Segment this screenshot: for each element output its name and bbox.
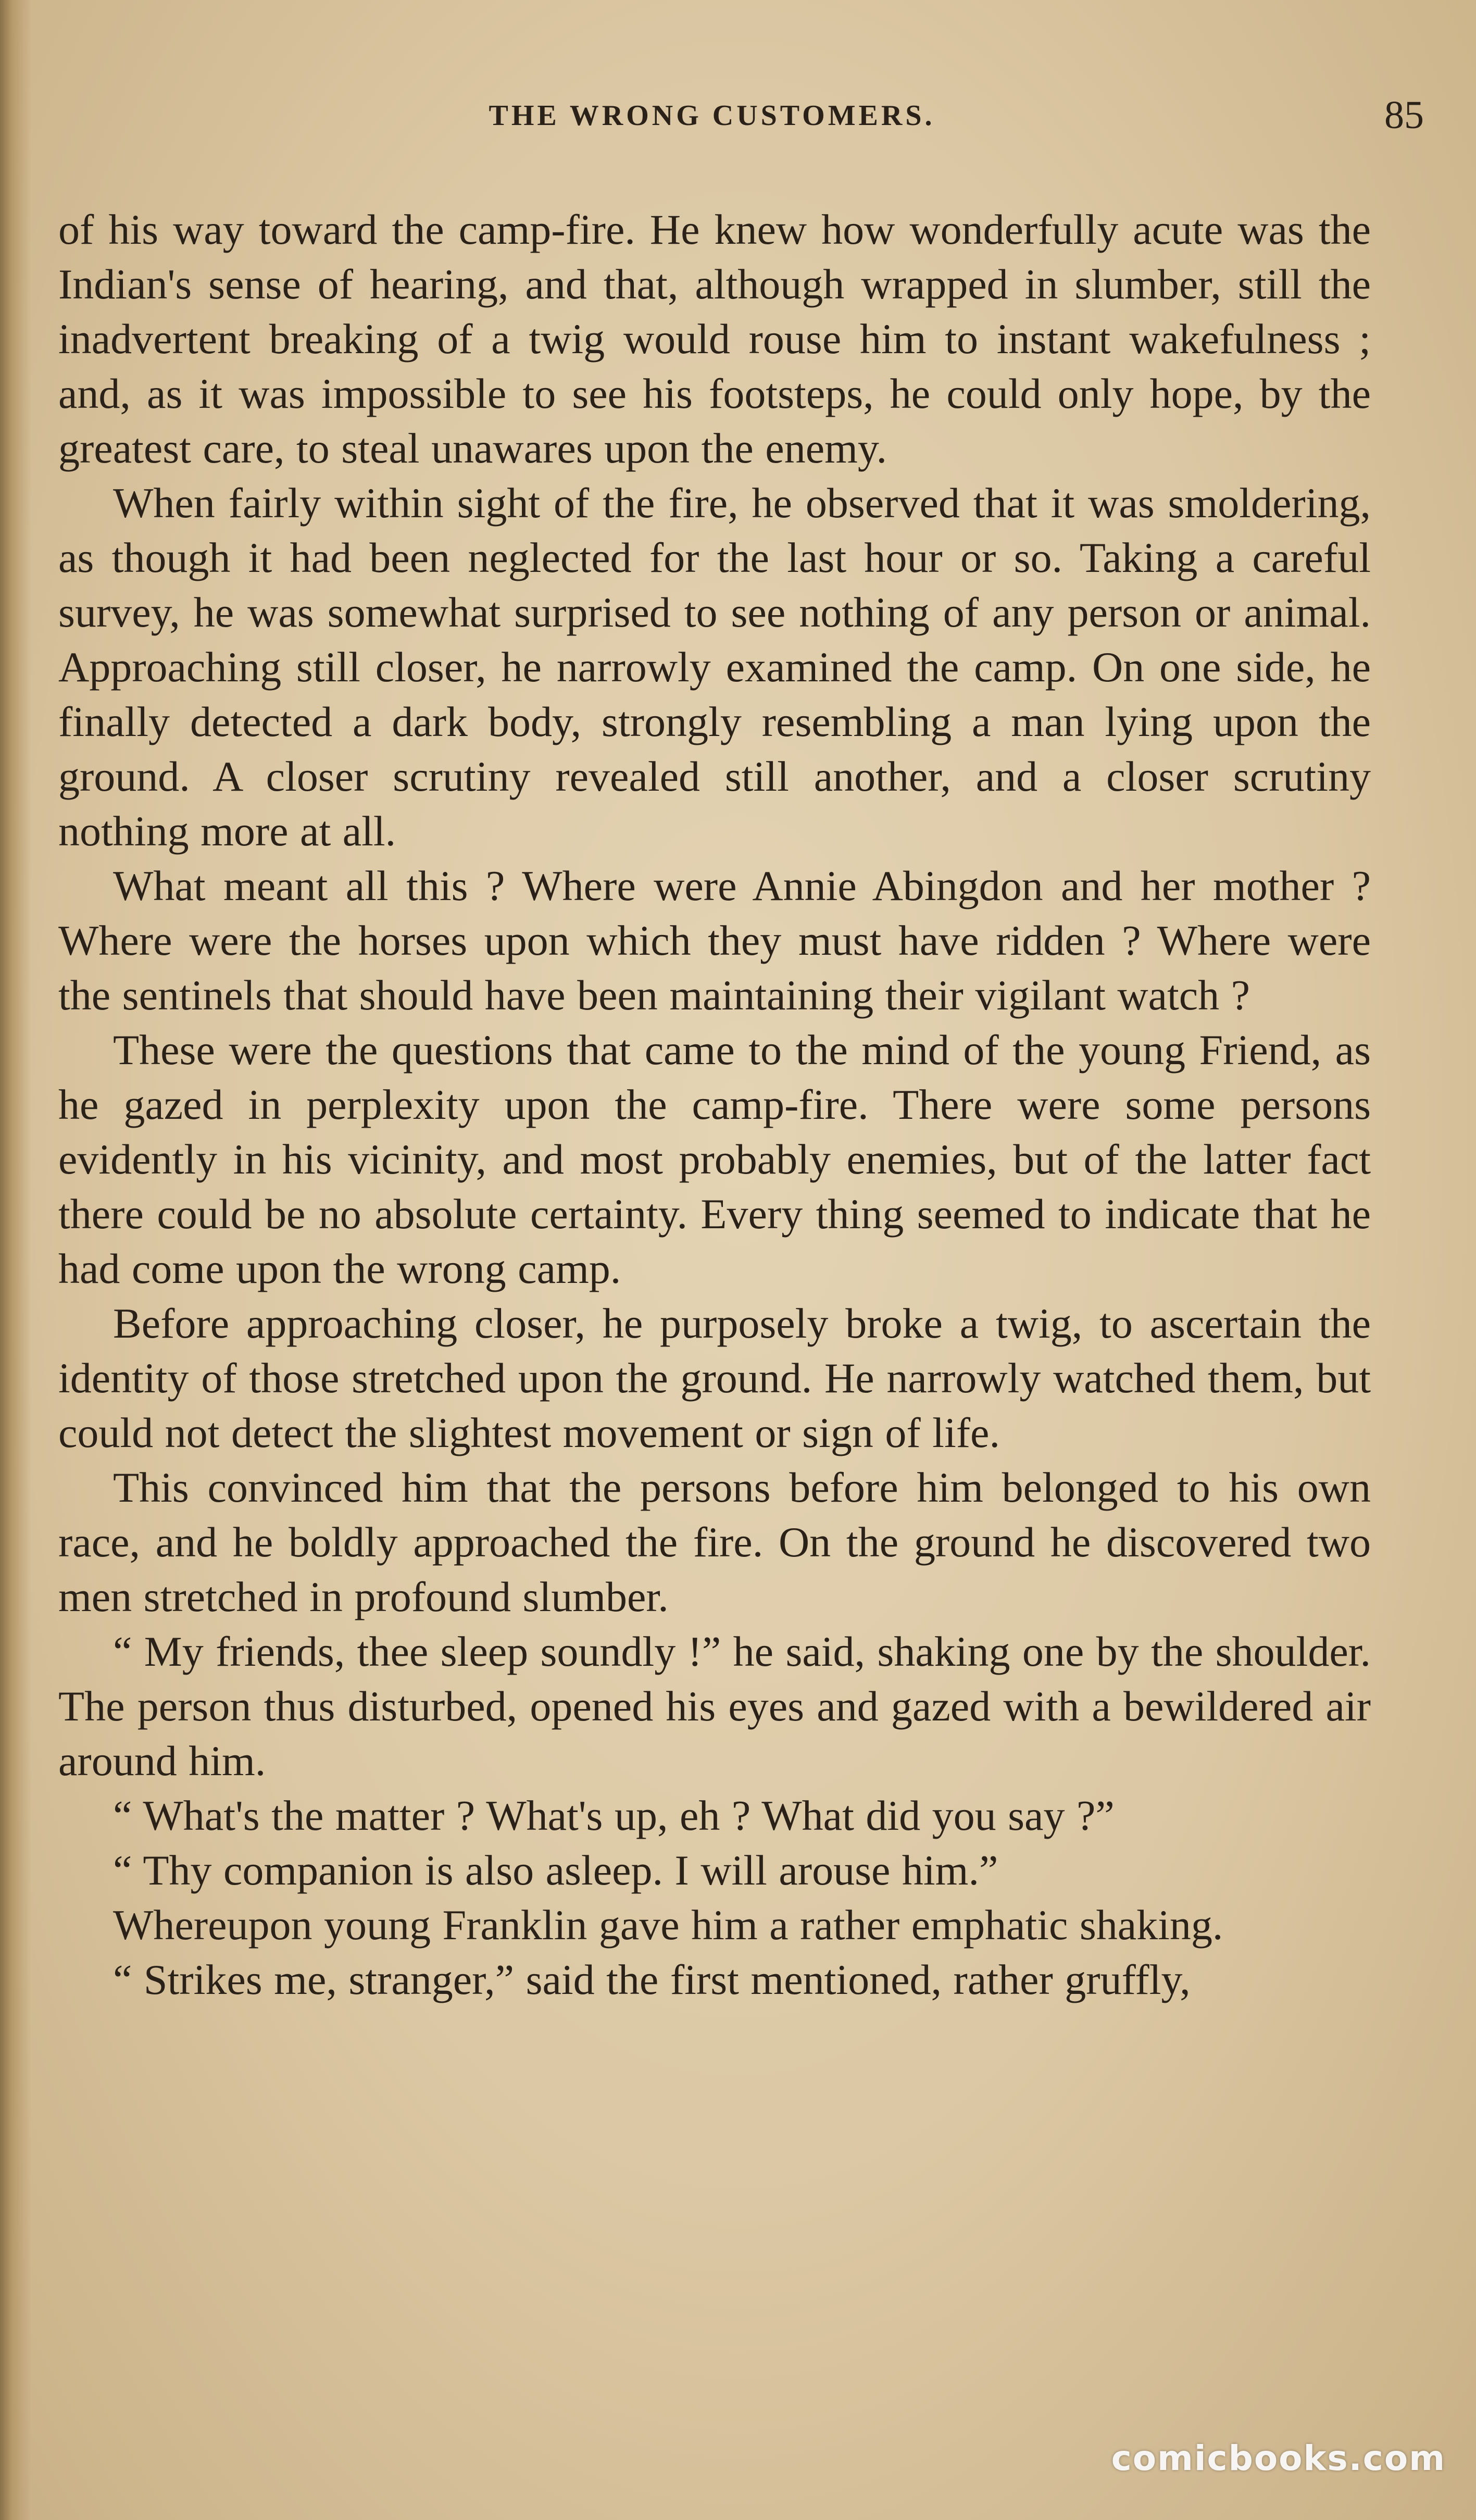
paragraph: “ My friends, thee sleep soundly !” he said, shaking one by the shoulder. The person thus disturbed, opened his eyes and gazed with a bewildered air around him. [58, 1628, 1371, 1785]
paragraph: “ What's the matter ? What's up, eh ? What did you say ?” [113, 1792, 1115, 1839]
paragraph: What meant all this ? Where were Annie Abingdon and her mother ? Where were the horses upon which they must have ridden ? Where were the sentinels that should have been maintaining their vigilant watch ? [58, 862, 1371, 1019]
paragraph: These were the questions that came to the mind of the young Friend, as he gazed in perplexity upon the camp-fire. There were some persons evidently in his vicinity, and most probably enemies, but of the latter fact there could be no absolute certainty. Every thing seemed to indicate that he had come upon the wrong camp. [58, 1026, 1371, 1292]
paragraph: “ Strikes me, stranger,” said the first mentioned, rather gruffly, [113, 1956, 1191, 2003]
paragraph: When fairly within sight of the fire, he observed that it was smoldering, as though it had been neglected for the last hour or so. Taking a careful survey, he was somewhat surprised to see nothing of any person or animal. Approaching still closer, he narrowly examined the camp. On one side, he finally detected a dark body, strongly resembling a man lying upon the ground. A closer scrutiny revealed still another, and a closer scrutiny nothing more at all. [58, 479, 1371, 855]
paragraph: of his way toward the camp-fire. He knew how wonderfully acute was the Indian's sense of hearing, and that, although wrapped in slumber, still the inadvertent breaking of a twig would rouse him to instant wakefulness ; and, as it was impossible to see his footsteps, he could only hope, by the greatest care, to steal unawares upon the enemy. [58, 206, 1371, 472]
page-number: 85 [1384, 93, 1424, 137]
paragraph: This convinced him that the persons before him belonged to his own race, and he boldly approached the fire. On the ground he discovered two men stretched in profound slumber. [58, 1464, 1371, 1620]
paragraph: Whereupon young Franklin gave him a rather emphatic shaking. [113, 1901, 1223, 1949]
watermark: comicbooks.com [1111, 2438, 1446, 2478]
page-header [57, 93, 1424, 161]
paragraph: Before approaching closer, he purposely broke a twig, to ascertain the identity of those stretched upon the ground. He narrowly watched them, but could not detect the slightest movement or sign of life. [58, 1300, 1371, 1456]
paragraph: “ Thy companion is also asleep. I will arouse him.” [113, 1847, 998, 1894]
page-gutter-shadow [0, 0, 31, 2520]
body-text [58, 202, 1371, 2007]
running-head: THE WRONG CUSTOMERS. [489, 99, 935, 132]
